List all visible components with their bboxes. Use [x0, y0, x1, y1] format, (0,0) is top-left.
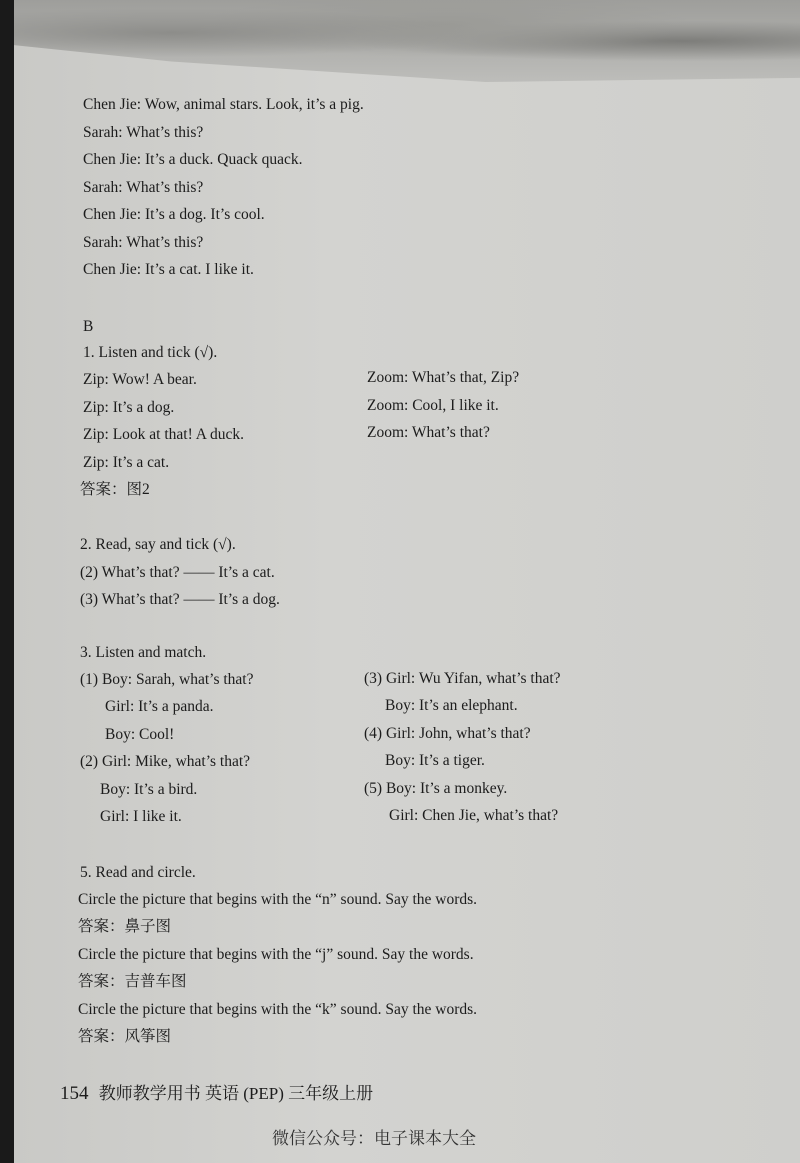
ex1-right-line: Zoom: What’s that? — [367, 424, 490, 441]
ex1-left-line: Zip: It’s a cat. — [83, 454, 170, 471]
page-number: 154 — [60, 1083, 89, 1104]
ex3-left-line: (1) Boy: Sarah, what’s that? — [80, 671, 254, 688]
dialogue-line: Chen Jie: It’s a cat. I like it. — [83, 261, 254, 278]
ex3-left-line: Boy: It’s a bird. — [100, 781, 198, 798]
ex3-right-line: (4) Girl: John, what’s that? — [364, 725, 531, 742]
exercise-5-title: 5. Read and circle. — [80, 864, 196, 881]
ex3-left-line: Girl: I like it. — [100, 808, 182, 825]
dialogue-line: Sarah: What’s this? — [83, 179, 204, 196]
dialogue-line: Chen Jie: Wow, animal stars. Look, it’s a pig. — [83, 96, 364, 113]
ex5-answer: 答案：吉普车图 — [78, 973, 187, 990]
ex3-right-line: (3) Girl: Wu Yifan, what’s that? — [364, 670, 561, 687]
ex1-left-line: Zip: It’s a dog. — [83, 399, 175, 416]
watermark-text: 微信公众号：电子课本大全 — [272, 1129, 476, 1149]
ex1-answer: 答案：图2 — [80, 481, 150, 498]
ex3-left-line: Girl: It’s a panda. — [105, 698, 214, 715]
decorative-header-image — [14, 0, 800, 82]
ex5-instruction: Circle the picture that begins with the “k” sound. Say the words. — [78, 1001, 478, 1018]
ex2-line: (2) What’s that? —— It’s a cat. — [80, 564, 275, 581]
ex1-right-line: Zoom: What’s that, Zip? — [367, 369, 520, 386]
ex5-instruction: Circle the picture that begins with the “n” sound. Say the words. — [78, 891, 478, 908]
dialogue-line: Sarah: What’s this? — [83, 124, 204, 141]
exercise-1-title: 1. Listen and tick (√). — [83, 344, 218, 361]
exercise-2-title: 2. Read, say and tick (√). — [80, 536, 236, 553]
ex2-line: (3) What’s that? —— It’s a dog. — [80, 591, 280, 608]
ex3-right-line: Boy: It’s an elephant. — [385, 697, 518, 714]
exercise-3-title: 3. Listen and match. — [80, 644, 207, 661]
section-heading: B — [83, 318, 94, 335]
ex3-right-line: Girl: Chen Jie, what’s that? — [389, 807, 559, 824]
ex3-right-line: (5) Boy: It’s a monkey. — [364, 780, 508, 797]
ex5-instruction: Circle the picture that begins with the “j” sound. Say the words. — [78, 946, 474, 963]
ex5-answer: 答案：鼻子图 — [78, 918, 172, 935]
dialogue-line: Chen Jie: It’s a duck. Quack quack. — [83, 151, 303, 168]
book-title: 教师教学用书 英语 (PEP) 三年级上册 — [98, 1084, 374, 1103]
ex1-left-line: Zip: Wow! A bear. — [83, 371, 197, 388]
ex1-right-line: Zoom: Cool, I like it. — [367, 397, 499, 414]
ex5-answer: 答案：风筝图 — [78, 1028, 172, 1045]
ex3-left-line: Boy: Cool! — [105, 726, 175, 743]
ex3-right-line: Boy: It’s a tiger. — [385, 752, 485, 769]
dialogue-line: Sarah: What’s this? — [83, 234, 204, 251]
ex3-left-line: (2) Girl: Mike, what’s that? — [80, 753, 251, 770]
page-footer — [60, 1079, 373, 1105]
ex1-left-line: Zip: Look at that! A duck. — [83, 426, 245, 443]
dialogue-line: Chen Jie: It’s a dog. It’s cool. — [83, 206, 265, 223]
